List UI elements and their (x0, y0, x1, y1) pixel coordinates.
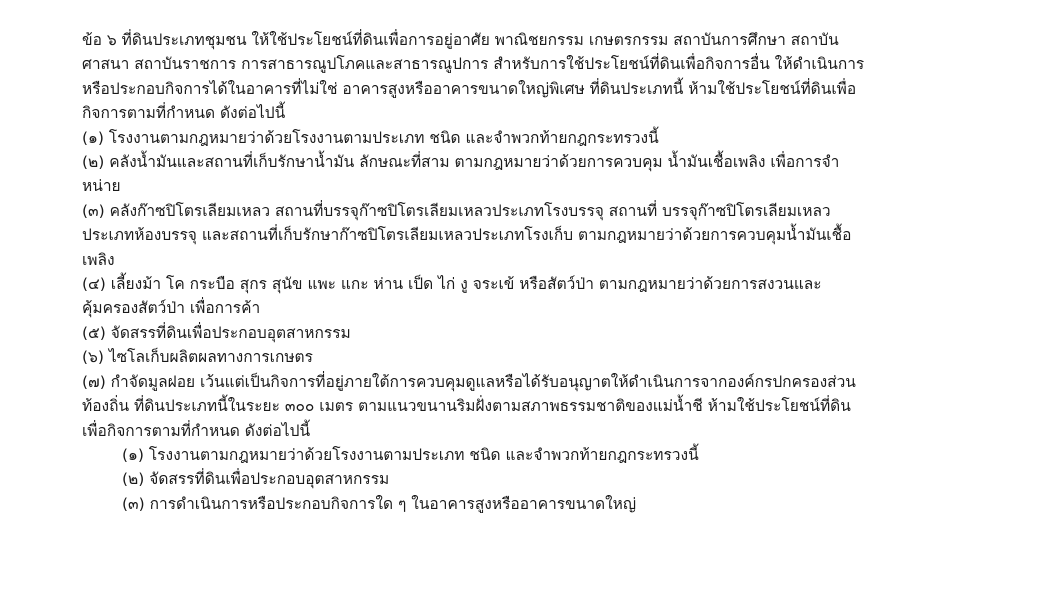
paragraph-line: กิจการตามที่กำหนด ดังต่อไปนี้ (82, 104, 286, 123)
paragraph-line: ศาสนา สถาบันราชการ การสาธารณูปโภคและสาธารณูปการ สำหรับการใช้ประโยชน์ที่ดินเพื่อกิจการอื่น ให้ดำเนินการ (82, 55, 865, 74)
list-item-2-continuation: หน่าย (82, 177, 121, 196)
paragraph-line: หรือประกอบกิจการได้ในอาคารที่ไม่ใช่ อาคารสูงหรืออาคารขนาดใหญ่พิเศษ ที่ดินประเภทนี้ ห้ามใช้ประโยชน์ที่ดินเพื่อ (82, 79, 857, 98)
sub-list-item-3: (๓) การดำเนินการหรือประกอบกิจการใด ๆ ในอาคารสูงหรืออาคารขนาดใหญ่ (122, 494, 637, 513)
list-item-3-continuation: ประเภทห้องบรรจุ และสถานที่เก็บรักษาก๊าซปิโตรเลียมเหลวประเภทโรงเก็บ ตามกฎหมายว่าด้วยการควบคุมน้ำมันเชื้อ (82, 226, 852, 245)
list-item-4-continuation: คุ้มครองสัตว์ป่า เพื่อการค้า (82, 299, 261, 318)
paragraph-line: ข้อ ๖ ที่ดินประเภทชุมชน ให้ใช้ประโยชน์ที่ดินเพื่อการอยู่อาศัย พาณิชยกรรม เกษตรกรรม สถาบันการศึกษา สถาบัน (82, 31, 839, 49)
sub-list-item-2: (๒) จัดสรรที่ดินเพื่อประกอบอุตสาหกรรม (122, 470, 390, 489)
list-item-1: (๑) โรงงานตามกฎหมายว่าด้วยโรงงานตามประเภท ชนิด และจำพวกท้ายกฎกระทรวงนี้ (82, 128, 659, 147)
sub-list-item-1: (๑) โรงงานตามกฎหมายว่าด้วยโรงงานตามประเภท ชนิด และจำพวกท้ายกฎกระทรวงนี้ (122, 445, 699, 464)
list-item-2: (๒) คลังน้ำมันและสถานที่เก็บรักษาน้ำมัน ลักษณะที่สาม ตามกฎหมายว่าด้วยการควบคุม น้ำมันเชื้อเพลิง เพื่อการจำ (82, 153, 840, 172)
list-item-3: (๓) คลังก๊าซปิโตรเลียมเหลว สถานที่บรรจุก๊าซปิโตรเลียมเหลวประเภทโรงบรรจุ สถานที่ บรรจุก๊าซปิโตรเลียมเหลว (82, 201, 831, 220)
list-item-5: (๕) จัดสรรที่ดินเพื่อประกอบอุตสาหกรรม (82, 323, 351, 342)
list-item-3-continuation: เพลิง (82, 250, 115, 269)
list-item-6: (๖) ไซโลเก็บผลิตผลทางการเกษตร (82, 348, 313, 367)
list-item-7: (๗) กำจัดมูลฝอย เว้นแต่เป็นกิจการที่อยู่ภายใต้การควบคุมดูแลหรือได้รับอนุญาตให้ดำเนินการจากองค์กรปกครองส่วน (82, 372, 856, 391)
list-item-4: (๔) เลี้ยงม้า โค กระบือ สุกร สุนัข แพะ แกะ ห่าน เป็ด ไก่ งู จระเข้ หรือสัตว์ป่า ตามกฎหมายว่าด้วยการสงวนและ (82, 275, 822, 294)
list-item-7-continuation: ท้องถิ่น ที่ดินประเภทนี้ในระยะ ๓๐๐ เมตร ตามแนวขนานริมฝั่งตามสภาพธรรมชาติของแม่น้ำชี ห้ามใช้ประโยชน์ที่ดิน (82, 397, 851, 416)
list-item-7-continuation: เพื่อกิจการตามที่กำหนด ดังต่อไปนี้ (82, 421, 311, 440)
document-body (82, 28, 982, 516)
